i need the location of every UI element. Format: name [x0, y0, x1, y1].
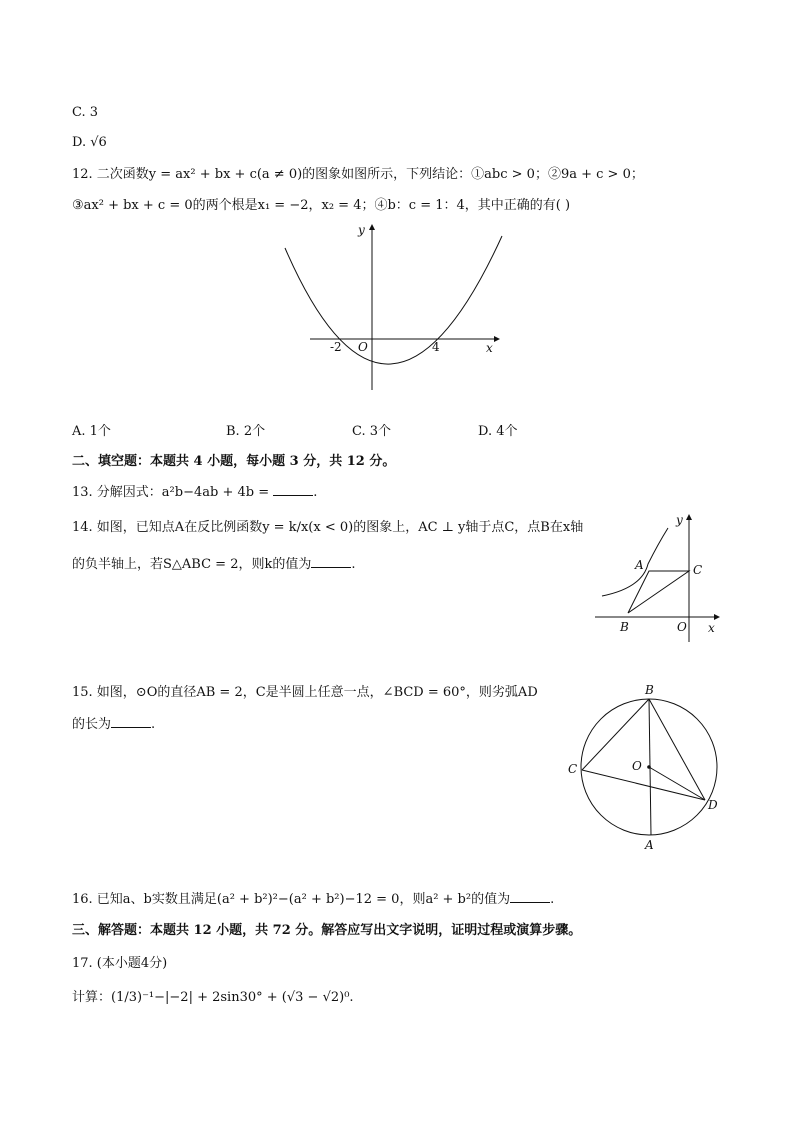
q14-figure: [590, 510, 730, 645]
option-d-prev: [72, 133, 107, 153]
section2-title: 二、填空题：本题共 4 小题，每小题 3 分，共 12 分。: [72, 454, 396, 469]
q12-line1: 12. 二次函数y = ax² + bx + c(a ≠ 0)的图象如图所示，下列结论：①abc > 0；②9a + c > 0；: [72, 167, 644, 182]
q14-answer-blank[interactable]: [311, 555, 351, 568]
q14-label-o: O: [677, 620, 687, 634]
q12-choice-a: A. 1个: [72, 424, 111, 439]
q12-y-arrow: [369, 224, 375, 230]
q12-root-right: 4: [432, 340, 440, 354]
q14-label-b: B: [620, 620, 629, 634]
q15-answer-blank[interactable]: [111, 715, 151, 728]
q14-label-c: C: [693, 563, 703, 577]
q17-text: 计算：(1/3)⁻¹−|−2| + 2sin30° + (√3 − √2)⁰.: [72, 990, 354, 1005]
q13-question: 13. 分解因式：a²b−4ab + 4b =: [72, 485, 274, 500]
q14-question: 的负半轴上，若S△ABC = 2，则k的值为: [72, 557, 312, 572]
q16-text: [72, 890, 554, 910]
q16-answer-blank[interactable]: [510, 890, 550, 903]
q12-parabola-graph: [280, 220, 520, 400]
q12-x-label: x: [486, 341, 493, 355]
q12-choice-b: B. 2个: [226, 424, 266, 439]
option-d-prefix: D.: [72, 135, 91, 150]
q15-line2: [72, 715, 155, 735]
q12-y-label: y: [358, 223, 365, 237]
q12-parabola: [285, 236, 502, 364]
q14-end: .: [351, 557, 356, 572]
q12-x-arrow: [494, 336, 500, 342]
q14-label-x: x: [708, 621, 715, 635]
q14-label-a: A: [635, 558, 644, 572]
q17-header: 17. (本小题4分): [72, 956, 168, 971]
q14-x-arrow: [714, 614, 720, 620]
q15-segment-od: [649, 767, 705, 800]
q15-line1: 15. 如图，⊙O的直径AB = 2，C是半圆上任意一点，∠BCD = 60°，则劣弧AD: [72, 685, 538, 700]
q16-end: .: [550, 892, 555, 907]
q12-root-left: -2: [330, 340, 342, 354]
q15-label-a: A: [645, 838, 654, 852]
q12-choice-d: D. 4个: [478, 424, 518, 439]
q15-circle-figure: [562, 680, 732, 860]
q12-line2: ③ax² + bx + c = 0的两个根是x₁ = −2，x₂ = 4；④b：c = 1：4，其中正确的有( ): [72, 198, 571, 213]
q14-label-y: y: [676, 513, 683, 527]
q14-line1: 14. 如图，已知点A在反比例函数y = k/x(x < 0)的图象上，AC ⊥ y轴于点C，点B在x轴: [72, 520, 584, 535]
q15-question: 的长为: [72, 717, 112, 732]
q14-line2: [72, 555, 355, 575]
q16-question: 16. 已知a、b实数且满足(a² + b²)²−(a² + b²)−12 = 0，则a² + b²的值为: [72, 892, 511, 907]
q15-segment-cd: [582, 770, 705, 800]
q15-end: .: [151, 717, 156, 732]
q14-triangle-abc: [628, 571, 689, 613]
q15-label-b: B: [645, 683, 654, 697]
q15-label-d: D: [708, 798, 718, 812]
q12-choice-c: C. 3个: [352, 424, 392, 439]
section3-title: 三、解答题：本题共 12 小题，共 72 分。解答应写出文字说明，证明过程或演算步骤。: [72, 923, 582, 938]
option-d-value: √6: [90, 135, 107, 150]
q15-center-dot: [647, 765, 651, 769]
q13-answer-blank[interactable]: [273, 483, 313, 496]
q14-y-arrow: [686, 514, 692, 520]
q13-text: [72, 483, 317, 503]
q15-segment-bd: [649, 699, 705, 800]
q15-label-o: O: [632, 759, 642, 773]
q12-origin-label: O: [358, 340, 368, 354]
q15-label-c: C: [568, 762, 578, 776]
option-c-prev: C. 3: [72, 105, 99, 120]
q13-end: .: [313, 485, 318, 500]
